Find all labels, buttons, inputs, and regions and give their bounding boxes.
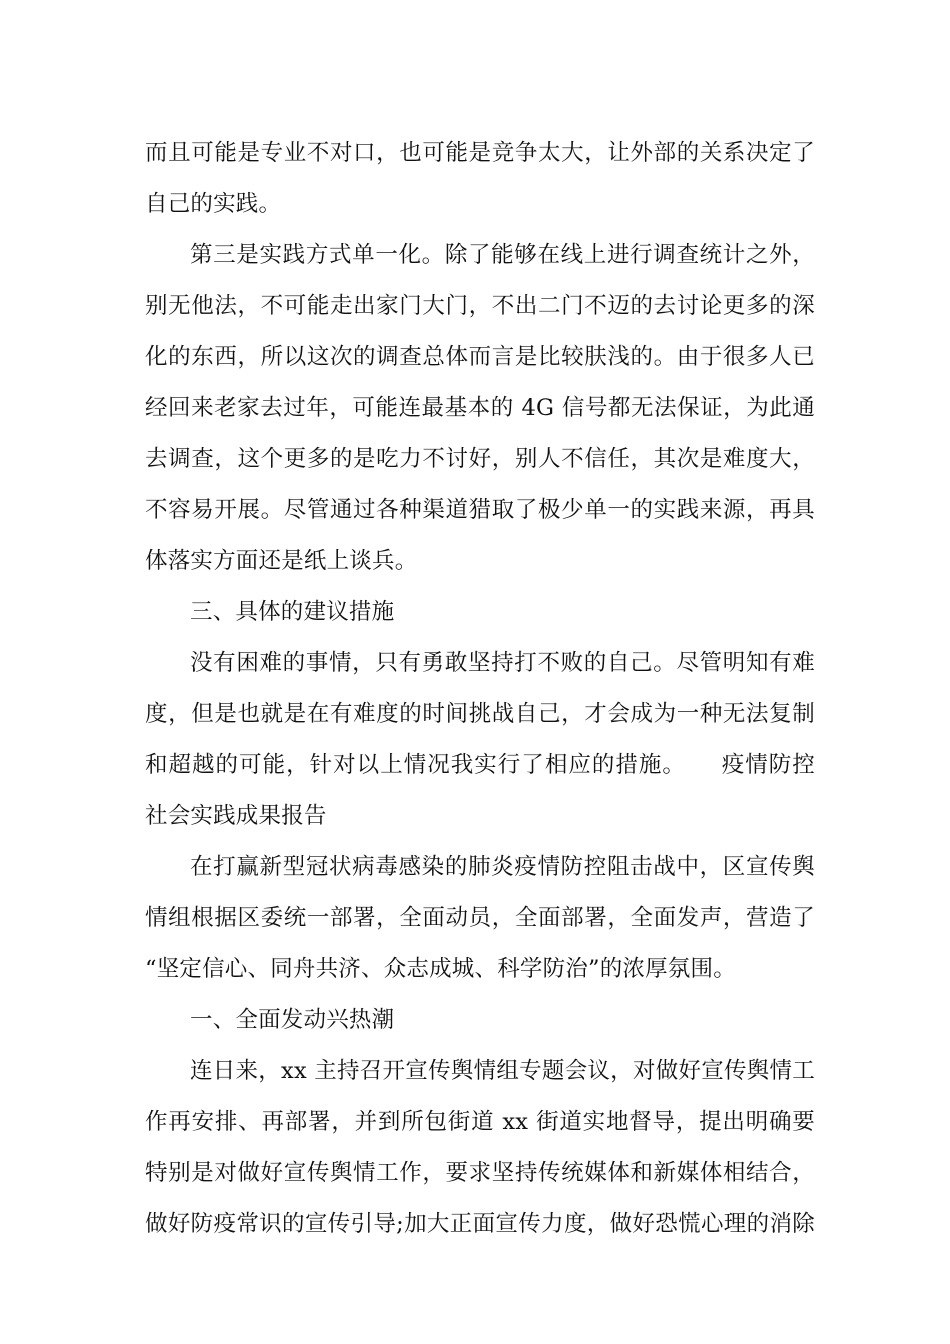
text-line: 去调查，这个更多的是吃力不讨好，别人不信任，其次是难度大， bbox=[145, 446, 815, 472]
section-heading: 三、具体的建议措施 bbox=[190, 599, 395, 625]
text-line: 经回来老家去过年，可能连最基本的 4G 信号都无法保证，为此通 bbox=[145, 395, 815, 421]
text-line: 不容易开展。尽管通过各种渠道猎取了极少单一的实践来源，再具 bbox=[145, 497, 815, 523]
paragraph-start-line: 在打赢新型冠状病毒感染的肺炎疫情防控阻击战中，区宣传舆 bbox=[190, 854, 815, 880]
paragraph-start-line: 没有困难的事情，只有勇敢坚持打不败的自己。尽管明知有难 bbox=[190, 650, 815, 676]
text-line: 而且可能是专业不对口，也可能是竞争太大，让外部的关系决定了 bbox=[145, 140, 815, 166]
paragraph-start-line: 第三是实践方式单一化。除了能够在线上进行调查统计之外， bbox=[190, 242, 815, 268]
text-line: 特别是对做好宣传舆情工作，要求坚持传统媒体和新媒体相结合， bbox=[145, 1160, 815, 1186]
text-line: “坚定信心、同舟共济、众志成城、科学防治”的浓厚氛围。 bbox=[145, 956, 736, 982]
section-heading: 一、全面发动兴热潮 bbox=[190, 1007, 395, 1033]
document-body bbox=[145, 128, 815, 1250]
text-line: 作再安排、再部署，并到所包街道 xx 街道实地督导，提出明确要 bbox=[145, 1109, 815, 1135]
text-line: 情组根据区委统一部署，全面动员，全面部署，全面发声，营造了 bbox=[145, 905, 815, 931]
paragraph-start-line: 连日来，xx 主持召开宣传舆情组专题会议，对做好宣传舆情工 bbox=[190, 1058, 815, 1084]
text-line: 体落实方面还是纸上谈兵。 bbox=[145, 548, 418, 574]
text-line: 别无他法，不可能走出家门大门，不出二门不迈的去讨论更多的深 bbox=[145, 293, 815, 319]
text-line: 自己的实践。 bbox=[145, 191, 282, 217]
text-line: 度，但是也就是在有难度的时间挑战自己，才会成为一种无法复制 bbox=[145, 701, 815, 727]
text-line: 化的东西，所以这次的调查总体而言是比较肤浅的。由于很多人已 bbox=[145, 344, 815, 370]
text-line: 做好防疫常识的宣传引导;加大正面宣传力度，做好恐慌心理的消除 bbox=[145, 1211, 815, 1237]
report-title-line: 社会实践成果报告 bbox=[145, 803, 327, 829]
text-line: 和超越的可能，针对以上情况我实行了相应的措施。 疫情防控 bbox=[145, 752, 815, 778]
